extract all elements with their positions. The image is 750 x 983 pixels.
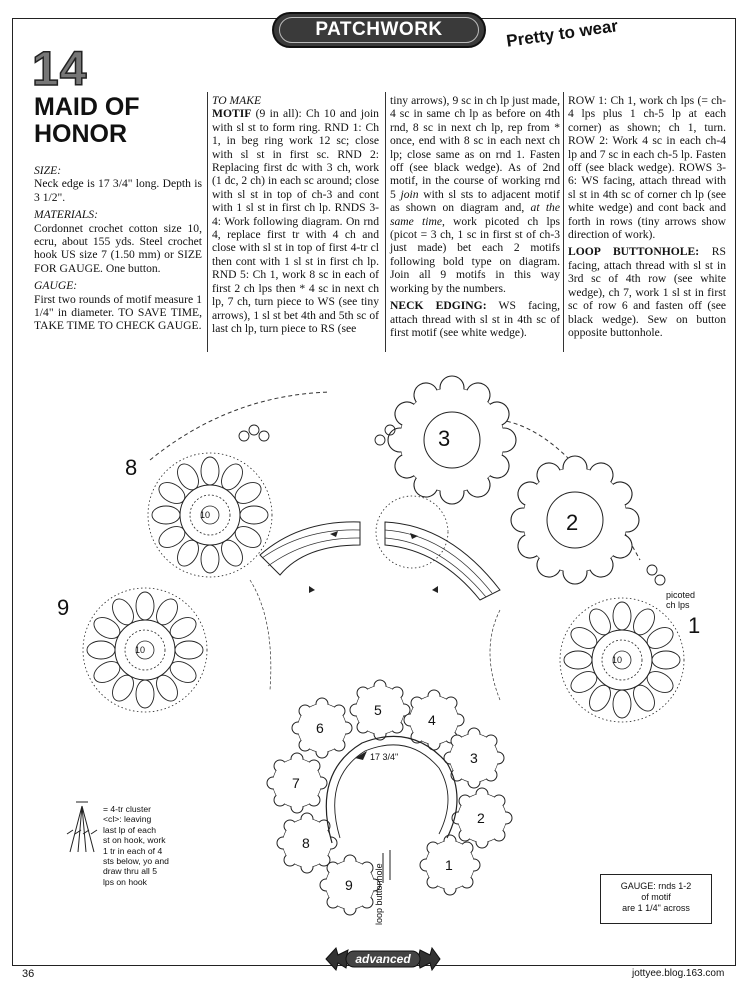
small-motif-label: 4 (428, 712, 436, 728)
motif-label: 3 (438, 426, 451, 451)
loop-buttonhole-heading: LOOP BUTTONHOLE: (568, 245, 700, 259)
legend-line: last lp of each (103, 824, 157, 835)
picot-label-line: picoted (666, 590, 696, 600)
center-label: 10 (200, 510, 211, 520)
legend-line: lps on hook (103, 876, 147, 887)
neck-measure: 17 3/4" (370, 752, 399, 762)
motif-continued-text-b: with sl sts to adjacent motif as shown on diagram and, (390, 187, 560, 215)
legend-line: 1 tr in each of 4 (103, 845, 163, 856)
gauge-box (600, 874, 712, 924)
center-label: 10 (612, 655, 623, 665)
size-text: Neck edge is 17 3/4" long. Depth is 3 1/2". (34, 177, 202, 204)
motif-continued-text-c: , work picoted ch lps (picot = 3 ch, 1 sc in first st of ch-3 just made) bet each 2 motifs following bold type on diagram. Join all 9 motifs in this way working by the numbers. (390, 214, 560, 295)
materials-text: Cordonnet crochet cotton size 10, ecru, about 155 yds. Steel crochet hook US size 7 (1.50 mm) or SIZE FOR GAUGE. One button. (34, 221, 202, 275)
small-motif-label: 2 (477, 810, 485, 826)
difficulty-badge (322, 944, 444, 974)
title-line-1: MAID OF (34, 93, 140, 121)
cluster-legend (103, 804, 195, 887)
motif-3-outline (388, 376, 516, 504)
materials-heading: MATERIALS: (34, 208, 98, 222)
motif-heading: MOTIF (212, 107, 252, 121)
picot-label (666, 590, 695, 610)
center-label: 10 (135, 645, 146, 655)
legend-line: draw thru all 5 (103, 866, 157, 877)
page-number: 36 (22, 968, 35, 980)
tagline: Pretty to wear (505, 16, 620, 51)
small-motif-label: 1 (445, 857, 453, 873)
motif-link-detail (376, 496, 448, 568)
legend-line: <cl>: leaving (103, 814, 152, 825)
size-heading: SIZE: (34, 164, 62, 177)
buttonhole-label-line: buttonhole (374, 863, 384, 906)
cluster-symbol-icon (67, 802, 97, 852)
motif-label: 1 (688, 613, 701, 638)
motif-count: (9 in all): (251, 107, 307, 121)
pattern-number: 14 (32, 43, 88, 96)
small-motif-label: 6 (316, 720, 324, 736)
motif-label: 9 (57, 595, 70, 620)
neck-edging-band (385, 522, 500, 600)
small-motif-label: 7 (292, 775, 300, 791)
legend-line: sts below, yo and (103, 856, 169, 867)
rows-text: ROW 1: Ch 1, work ch lps (= ch-4 lps plus 1 ch-5 lp at each corner) as shown; ch 1, turn. ROW 2: Work 4 sc in each ch-4 lp and 7 sc in each ch-5 lp. Fasten off (see black wedge). ROWS 3-6: WS facing, attach thread with sl st in 4th sc of corner ch lp (see white wedge) and cont back and forth in rows (tiny arrows show direction of work). (568, 94, 726, 242)
same-time-phrase: at the same time (390, 201, 560, 228)
title-line-2: HONOR (34, 120, 128, 148)
picot-label-line: ch lps (666, 600, 690, 610)
small-motif-label: 8 (302, 835, 310, 851)
to-make-heading: TO MAKE (212, 94, 262, 107)
legend-line: st on hook, work (103, 835, 166, 846)
small-motif-label: 3 (470, 750, 478, 766)
buttonhole-label-line: loop (374, 907, 384, 925)
neck-edging-text: WS facing, attach thread with sl st in 4th sc of first motif (see white wedge). (390, 299, 560, 339)
motif-continued-text: tiny arrows), 9 sc in ch lp just made, 4 sc in same ch lp as before on 4th rnd, 8 sc in next ch lp, rep from * once, end with 8 sc in each next ch lp; close same as on rnd 1. Fasten off (see black wedge). As of 2nd motif, in the course of working rnd 5 (390, 94, 560, 201)
small-motif-label: 9 (345, 877, 353, 893)
gauge-box-line: of motif (641, 892, 671, 902)
motif-label: 8 (125, 455, 138, 480)
gauge-box-line: GAUGE: rnds 1-2 (620, 881, 692, 891)
motif-label: 2 (566, 510, 579, 535)
gauge-box-line: are 1 1/4" across (622, 903, 690, 913)
legend-line: = 4-tr cluster (103, 804, 151, 814)
difficulty-badge-label: advanced (355, 952, 411, 966)
gauge-heading: GAUGE: (34, 279, 78, 293)
small-motif-label: 5 (374, 702, 382, 718)
section-banner-label: PATCHWORK (279, 17, 479, 43)
layout-diagram (267, 680, 512, 915)
guide-arc (150, 392, 330, 460)
buttonhole-label (374, 863, 384, 925)
motif-text: Ch 10 and join with sl st to form ring. RND 1: Ch 1, in beg ring work 12 sc; close with sl st in first sc. RND 2: Replacing first dc with 3 ch, work (1 dc, 2 ch) in each sc around; close with sl st in top of ch-3 and cont with 1 sl st in first ch lp. RNDS 3-4: Work following diagram. On rnd 4, replace first tr with 4 ch and close with sl st in top of first 4-tr cl then cont with 1 sl st in first ch lp. RND 5: Ch 1, work 8 sc in each of first 2 ch lps then * 4 sc in next ch lp, 7 ch, turn piece to WS (see tiny arrows), 1 sl st bet 4th and 5th sc of last ch lp, turn piece to RS (see (212, 107, 379, 335)
gauge-text: First two rounds of motif measure 1 1/4" in diameter. TO SAVE TIME, TAKE TIME TO CHECK GAUGE. (34, 292, 202, 333)
neck-edging-heading: NECK EDGING: (390, 299, 487, 313)
loop-buttonhole-text: RS facing, attach thread with sl st in 3rd sc of 4th row (see white wedge), ch 7, work 1 sl st in first sc of row 6 and fasten off (see black wedge). Sew on button opposite buttonhole. (568, 245, 726, 339)
site-watermark: jottyee.blog.163.com (632, 968, 725, 979)
join-word: join (400, 187, 419, 201)
